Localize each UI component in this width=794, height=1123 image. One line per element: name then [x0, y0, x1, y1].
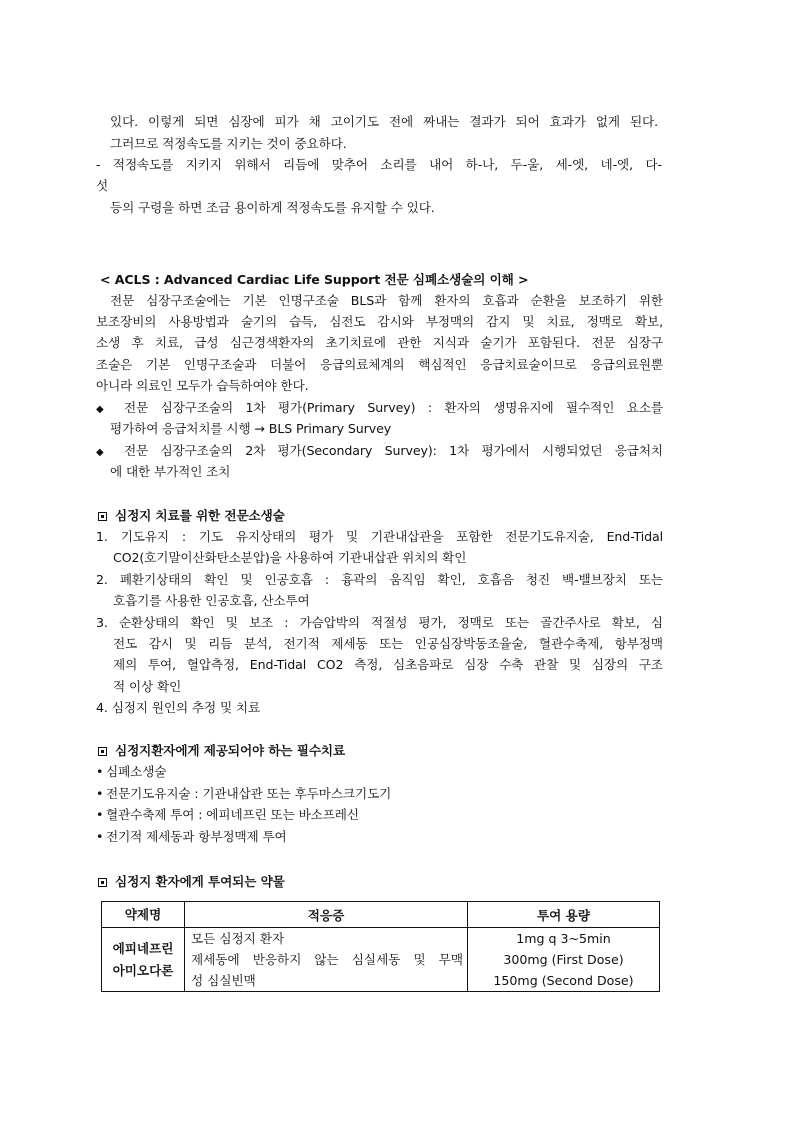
section2-item-4	[96, 829, 666, 845]
dose-line: 150mg (Second Dose)	[493, 973, 634, 988]
diamond-bullet-icon: ◆	[96, 447, 104, 458]
section1-item-2-line-1: 2. 폐환기상태의 확인 및 인공호흡 : 흉곽의 움직임 확인, 호흡음 청진 백-밸브장치 또는	[96, 572, 663, 587]
intro-line-1: 있다. 이렇게 되면 심장에 피가 채 고이기도 전에 짜내는 결과가 되어 효과가 없게 된다.	[110, 114, 658, 129]
acls-bullet-2-line-2: 에 대한 부가적인 조치	[110, 464, 231, 479]
square-bullet-icon	[98, 878, 107, 887]
section2-item-3-text: 혈관수축제 투여 : 에피네프린 또는 바소프레신	[106, 807, 359, 822]
section1-item-4-line-1: 4. 심정지 원인의 추정 및 치료	[96, 700, 261, 715]
section3-heading	[97, 874, 667, 890]
acls-bullet-1	[96, 400, 663, 418]
acls-paragraph-line-3: 소생 후 치료, 급성 심근경색환자의 초기치료에 관한 지식과 술기가 포함된다. 전문 심장구	[96, 335, 663, 350]
section1-item-3-line-4: 적 이상 확인	[113, 679, 182, 694]
square-bullet-icon	[98, 747, 107, 756]
section2-item-2	[96, 786, 666, 802]
section3-title: 심정지 환자에게 투여되는 약물	[115, 874, 285, 889]
indication-line: 성 심실빈맥	[191, 973, 256, 988]
section1-item-1-line-1: 1. 기도유지 : 기도 유지상태의 평가 및 기관내삽관을 포함한 전문기도유지술, End-Tidal	[96, 529, 663, 544]
header-dose: 투여 용량	[468, 902, 660, 928]
acls-paragraph-line-4: 조술은 기본 인명구조술과 더불어 응급의료체계의 핵심적인 응급치료술이므로 응급의료원뿐	[96, 357, 663, 372]
intro-line-2: 그러므로 적정속도를 지키는 것이 중요하다.	[110, 136, 347, 151]
section1-heading	[97, 508, 667, 524]
acls-bullet-1-line-1: 전문 심장구조술의 1차 평가(Primary Survey) : 환자의 생명유지에 필수적인 요소를	[124, 400, 663, 415]
section2-item-2-text: 전문기도유지술 : 기관내삽관 또는 후두마스크기도기	[106, 786, 392, 801]
indication-line: 제세동에 반응하지 않는 심실세동 및 무맥	[191, 952, 463, 967]
dose-line: 1mg q 3~5min	[516, 931, 611, 946]
table-row	[102, 928, 660, 992]
table-header-row	[102, 902, 660, 928]
intro-line-4: 섯	[96, 178, 109, 193]
doses-cell	[468, 928, 660, 992]
section2-title: 심정지환자에게 제공되어야 하는 필수치료	[115, 743, 346, 758]
acls-heading: < ACLS : Advanced Cardiac Life Support 전문 심폐소생술의 이해 >	[100, 272, 529, 287]
section2-item-1-text: 심폐소생술	[106, 764, 167, 779]
acls-bullet-1-line-2: 평가하여 응급처치를 시행 → BLS Primary Survey	[110, 421, 392, 436]
section2-item-4-text: 전기적 제세동과 항부정맥제 투여	[106, 829, 287, 844]
drug-names-cell	[102, 928, 185, 992]
acls-paragraph-line-2: 보조장비의 사용방법과 술기의 습득, 심전도 감시와 부정맥의 감지 및 치료, 정맥로 확보,	[96, 314, 663, 329]
dot-bullet-icon: •	[96, 807, 104, 822]
acls-bullet-2	[96, 443, 663, 461]
indication-line: 모든 심정지 환자	[191, 931, 285, 946]
dose-line: 300mg (First Dose)	[503, 952, 624, 967]
section1-title: 심정지 치료를 위한 전문소생술	[115, 508, 285, 523]
section2-heading	[97, 743, 667, 759]
intro-line-5: 등의 구령을 하면 조금 용이하게 적정속도를 유지할 수 있다.	[110, 200, 435, 215]
drug-name: 아미오다론	[112, 962, 174, 978]
acls-paragraph-line-5: 아니라 의료인 모두가 습득하여야 한다.	[96, 378, 309, 393]
section1-item-1-line-2: CO2(호기말이산화탄소분압)을 사용하여 기관내삽관 위치의 확인	[113, 550, 467, 565]
section1-item-2-line-2: 호흡기를 사용한 인공호흡, 산소투여	[113, 593, 310, 608]
acls-paragraph-line-1: 전문 심장구조술에는 기본 인명구조술 BLS과 함께 환자의 호흡과 순환을 보조하기 위한	[110, 293, 663, 308]
section2-item-3	[96, 807, 666, 823]
header-drug-name: 약제명	[102, 902, 185, 928]
section1-item-3-line-3: 제의 투여, 혈압측정, End-Tidal CO2 측정, 심초음파로 심장 수축 관찰 및 심장의 구조	[113, 657, 663, 672]
intro-line-3: - 적정속도를 지키지 위해서 리듬에 맞추어 소리를 내어 하-나, 두-울, 세-엣, 네-엣, 다-	[96, 157, 662, 172]
square-bullet-icon	[98, 512, 107, 521]
header-indication: 적응증	[185, 902, 468, 928]
section2-item-1	[96, 764, 666, 780]
diamond-bullet-icon: ◆	[96, 404, 104, 415]
dot-bullet-icon: •	[96, 829, 104, 844]
section1-item-3-line-2: 전도 감시 및 리듬 분석, 전기적 제세동 또는 인공심장박동조율술, 혈관수축제, 항부정맥	[113, 636, 663, 651]
dot-bullet-icon: •	[96, 786, 104, 801]
section1-item-3-line-1: 3. 순환상태의 확인 및 보조 : 가슴압박의 적절성 평가, 정맥로 또는 골간주사로 확보, 심	[96, 615, 663, 630]
drug-name: 에피네프린	[112, 940, 174, 956]
dot-bullet-icon: •	[96, 764, 104, 779]
drug-table	[101, 901, 660, 992]
acls-bullet-2-line-1: 전문 심장구조술의 2차 평가(Secondary Survey): 1차 평가에서 시행되었던 응급처치	[124, 443, 663, 458]
indications-cell	[185, 928, 468, 992]
